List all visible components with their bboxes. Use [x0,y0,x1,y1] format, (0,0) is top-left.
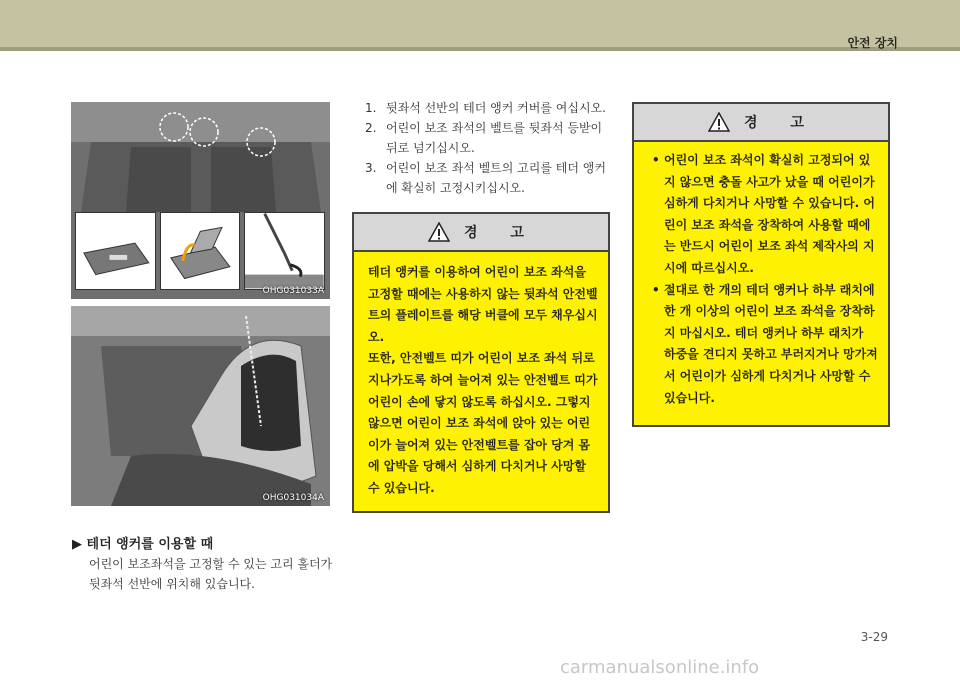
warning-box-child-seat [632,102,890,427]
warning-title: 경 고 [464,225,538,241]
watermark: carmanualsonline.info [560,657,760,678]
warning-box-tether [352,212,610,513]
warning-triangle-icon [708,112,730,132]
step-number: 1. [365,101,377,115]
step-item [365,118,615,158]
warning-title: 경 고 [744,115,818,131]
bullet-glyph: • [652,153,660,167]
warning-header [354,214,608,252]
warning-body [354,252,608,500]
header-rule [0,47,960,51]
step-text: 어린이 보조 좌석의 벨트를 뒷좌석 등받이 뒤로 넘기십시오. [386,121,603,155]
detail-insets [75,212,325,290]
warning-item-text: 절대로 한 개의 테더 앵커나 하부 래치에 한 개 이상의 어린이 보조 좌석을 장착하지 마십시오. 테더 앵커나 하부 래치가 하중을 견디지 못하고 부러지거나 망가져서 어린이가 심하게 다치거나 사망할 수 있습니다. [664,282,878,405]
anchor-open-icon [161,213,240,289]
section-heading [72,533,213,552]
warning-item-text: 어린이 보조 좌석이 확실히 고정되어 있지 않으면 충돌 사고가 났을 때 어린이가 심하게 다치거나 사망할 수 있습니다. 어린이 보조 좌석을 장착하여 사용할 때에는 반드시 어린이 보조 좌석 제작사의 지시에 따르십시오. [664,153,875,275]
step-text: 어린이 보조 좌석 벨트의 고리를 테더 앵커에 확실히 고정시키십시오. [386,161,606,195]
tether-hook-icon [245,213,324,289]
step-text: 뒷좌석 선반의 테더 앵커 커버를 여십시오. [386,101,606,115]
page-number: 3-29 [860,630,888,644]
step-number: 2. [365,121,377,135]
warning-list [634,142,888,409]
figure-code: OHG031034A [262,493,324,503]
warning-item [652,280,878,410]
chapter-title: 안전 장치 [847,36,898,50]
anchor-open-inset [160,212,241,290]
section-marker: ▶ [72,537,82,552]
anchor-cover-inset [75,212,156,290]
hook-inset [244,212,325,290]
warning-paragraph: 또한, 안전벨트 띠가 어린이 보조 좌석 뒤로 지나가도록 하여 늘어져 있는 안전벨트 띠가 어린이 손에 닿지 않도록 하십시오. 그렇지 않으면 어린이 보조 좌석에 앉아 있는 어린이가 늘어져 있는 안전벨트를 잡아 당겨 몸에 압박을 당해서 심하게 다치거나 사망할 수 있습니다. [368,351,598,495]
section-body: 어린이 보조좌석을 고정할 수 있는 고리 홀더가 뒷좌석 선반에 위치해 있습니다. [89,557,333,591]
page-header [0,0,960,50]
step-number: 3. [365,161,377,175]
step-item [365,98,615,118]
child-seat-illustration [71,306,330,506]
bullet-glyph: • [652,282,660,297]
anchor-cover-icon [76,213,155,289]
step-item [365,158,615,198]
warning-triangle-icon [428,222,450,242]
figure-code: OHG031033A [262,286,324,296]
warning-item [652,150,878,280]
steps-list [365,98,615,198]
section-heading-text: 테더 앵커를 이용할 때 [86,537,214,552]
warning-header [634,104,888,142]
warning-paragraph: 테더 앵커를 이용하여 어린이 보조 좌석을 고정할 때에는 사용하지 않는 뒷좌석 안전벨트의 플레이트를 해당 버클에 모두 채우십시오. [368,265,598,344]
child-seat-photo [71,306,330,506]
rear-shelf-photo [71,102,330,299]
